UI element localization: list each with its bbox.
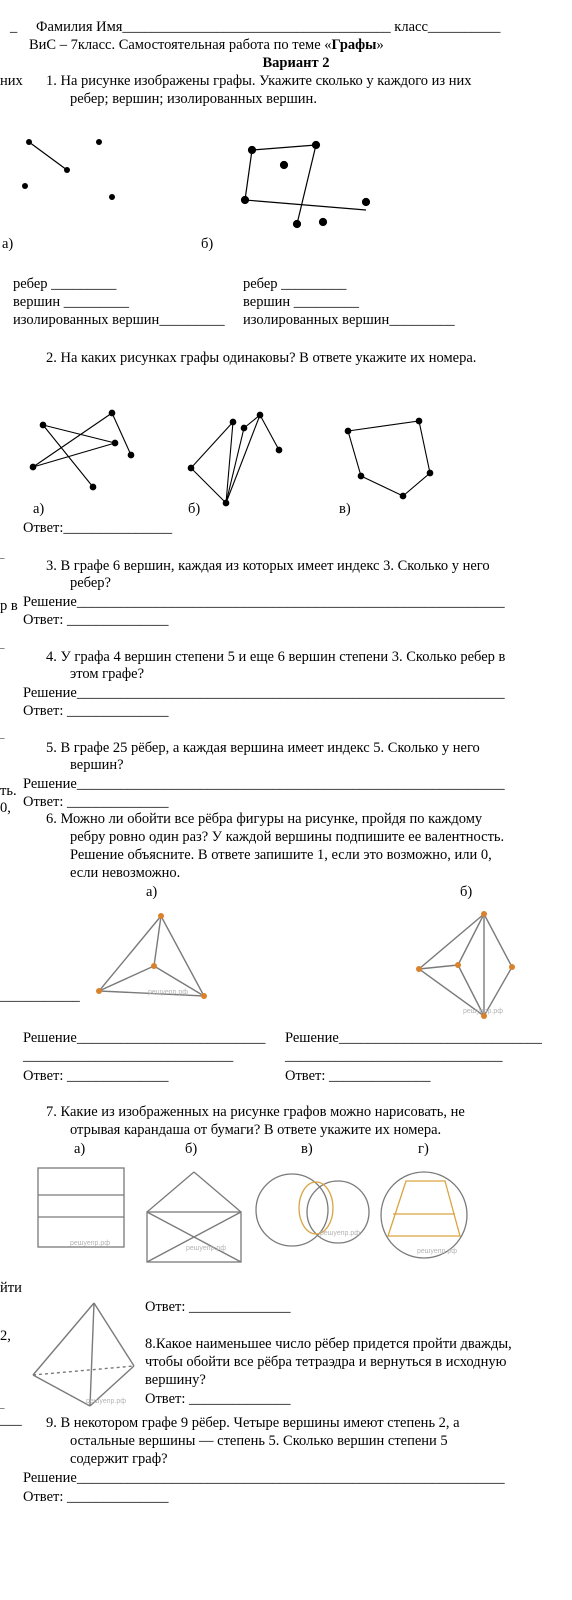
watermark: решуепр.рф	[148, 989, 188, 996]
q6-solution-a-line[interactable]: _____________________________	[23, 1048, 234, 1064]
subject-line	[29, 37, 384, 54]
vertex	[427, 470, 433, 476]
q1-text-cont: ребер; вершин; изолированных вершин.	[70, 91, 317, 107]
vertex	[96, 139, 102, 145]
q3-solution-field[interactable]: Решение___________________________________________________________	[23, 594, 505, 610]
vertex	[242, 197, 249, 204]
margin-fragment: 0,	[0, 800, 11, 816]
q1-graph-a	[22, 139, 115, 200]
q8-text-cont: вершину?	[145, 1372, 206, 1388]
q6-answer-b-field[interactable]: Ответ: ______________	[285, 1068, 431, 1084]
q2-graph-b	[188, 412, 282, 506]
q5-text-cont: вершин?	[70, 757, 124, 773]
margin-dash: _	[10, 19, 18, 35]
subject-prefix: ВиС – 7класс. Самостоятельная работа по теме «	[29, 37, 332, 53]
q2-answer-field[interactable]: Ответ:_______________	[23, 520, 173, 536]
q3-answer-field[interactable]: Ответ: ______________	[23, 612, 169, 628]
q2-graphs-figure	[0, 405, 572, 515]
margin-fragment: –	[0, 733, 5, 743]
q5-text: 5. В графе 25 рёбер, а каждая вершина имеет индекс 5. Сколько у него	[46, 740, 480, 756]
watermark: решуепр.рф	[186, 1245, 226, 1252]
q1-edges-b-field[interactable]: ребер _________	[243, 276, 347, 292]
vertex	[188, 465, 194, 471]
q4-text: 4. У графа 4 вершин степени 5 и еще 6 вершин степени 3. Сколько ребер в	[46, 649, 506, 665]
q2-label-b: б)	[188, 501, 201, 517]
q1-graphs-figure	[0, 130, 572, 250]
vertex	[358, 473, 364, 479]
q9-text: 9. В некотором графе 9 рёбер. Четыре вершины имеют степень 2, а	[46, 1415, 460, 1431]
vertex	[22, 183, 28, 189]
vertex	[257, 412, 263, 418]
margin-fragment: йти	[0, 1280, 22, 1296]
vertex	[345, 428, 351, 434]
q7-figures	[0, 1160, 572, 1270]
q8-text-cont: чтобы обойти все рёбра тетраэдра и вернуться в исходную	[145, 1354, 507, 1370]
q5-solution-field[interactable]: Решение___________________________________________________________	[23, 776, 505, 792]
vertex	[400, 493, 406, 499]
vertex	[416, 966, 422, 972]
q4-text-cont: этом графе?	[70, 666, 145, 682]
vertex	[294, 221, 301, 228]
q9-text-cont: содержит граф?	[70, 1451, 168, 1467]
q6-solution-b-field[interactable]: Решение____________________________	[285, 1030, 542, 1046]
vertex	[363, 199, 370, 206]
margin-fragment: –	[0, 643, 5, 653]
margin-fragment: ть.	[0, 783, 17, 799]
q6-answer-a-field[interactable]: Ответ: ______________	[23, 1068, 169, 1084]
q2-graph-a	[30, 410, 134, 490]
q1-text: 1. На рисунке изображены графы. Укажите сколько у каждого из них	[46, 73, 472, 89]
q8-text: 8.Какое наименьшее число рёбер придется пройти дважды,	[145, 1336, 512, 1352]
q6-solution-a-field[interactable]: Решение__________________________	[23, 1030, 266, 1046]
q1-vertices-b-field[interactable]: вершин _________	[243, 294, 360, 310]
q1-label-b: б)	[201, 236, 214, 252]
q3-text-cont: ребер?	[70, 575, 111, 591]
q6-graphs-figure	[0, 905, 572, 1025]
vertex	[223, 500, 229, 506]
vertex	[276, 447, 282, 453]
q7-text: 7. Какие из изображенных на рисунке графов можно нарисовать, не	[46, 1104, 465, 1120]
q2-graph-v	[345, 418, 433, 499]
q6-graph-b	[416, 911, 515, 1019]
variant-title: Вариант 2	[262, 55, 330, 71]
q7-label-g: г)	[418, 1141, 429, 1157]
margin-fragment: р в	[0, 598, 18, 614]
margin-fragment: 2,	[0, 1328, 11, 1344]
q9-text-cont: остальные вершины — степень 5. Сколько вершин степени 5	[70, 1433, 448, 1449]
vertex	[230, 419, 236, 425]
vertex	[26, 139, 32, 145]
vertex	[40, 422, 46, 428]
margin-fragment: ___	[0, 1412, 22, 1428]
q2-text: 2. На каких рисунках графы одинаковы? В ответе укажите их номера.	[46, 350, 477, 366]
vertex	[320, 219, 327, 226]
margin-fragment: ___________	[0, 988, 80, 1004]
vertex	[481, 911, 487, 917]
q8-answer-field[interactable]: Ответ: ______________	[145, 1391, 291, 1407]
q1-graph-b	[242, 142, 370, 228]
vertex	[201, 993, 207, 999]
vertex	[416, 418, 422, 424]
q6-text-cont: ребру ровно один раз? У каждой вершины подпишите ее валентность.	[70, 829, 505, 845]
q7-answer-field[interactable]: Ответ: ______________	[145, 1299, 291, 1315]
margin-fragment: –	[0, 1403, 5, 1413]
q7-label-b: б)	[185, 1141, 198, 1157]
q7-figure-g	[381, 1172, 467, 1258]
watermark: решуепр.рф	[417, 1248, 457, 1255]
subject-topic: Графы	[331, 37, 377, 53]
margin-fragment: –	[0, 553, 5, 563]
q1-vertices-a-field[interactable]: вершин _________	[13, 294, 130, 310]
vertex	[313, 142, 320, 149]
vertex	[455, 962, 461, 968]
q7-text-cont: отрывая карандаша от бумаги? В ответе укажите их номера.	[70, 1122, 442, 1138]
q6-text-cont: если невозможно.	[70, 865, 181, 881]
student-name-field[interactable]: Фамилия Имя_____________________________________ класс__________	[36, 19, 501, 35]
q8-tetrahedron-figure	[0, 1295, 150, 1415]
vertex	[90, 484, 96, 490]
q5-answer-field[interactable]: Ответ: ______________	[23, 794, 169, 810]
q1-label-a: а)	[2, 236, 14, 252]
q2-label-v: в)	[339, 501, 351, 517]
vertex	[30, 464, 36, 470]
q9-solution-field[interactable]: Решение___________________________________________________________	[23, 1470, 505, 1486]
q9-answer-field[interactable]: Ответ: ______________	[23, 1489, 169, 1505]
vertex	[249, 147, 256, 154]
q1-isolated-a-field[interactable]: изолированных вершин_________	[13, 312, 225, 328]
vertex	[96, 988, 102, 994]
q7-label-a: а)	[74, 1141, 86, 1157]
vertex	[509, 964, 515, 970]
watermark: решуепр.рф	[320, 1230, 360, 1237]
q4-answer-field[interactable]: Ответ: ______________	[23, 703, 169, 719]
q1-edges-a-field[interactable]: ребер _________	[13, 276, 117, 292]
q4-solution-field[interactable]: Решение___________________________________________________________	[23, 685, 505, 701]
q6-graph-a	[96, 913, 207, 999]
q6-label-a: а)	[146, 884, 158, 900]
q6-text-cont: Решение объясните. В ответе запишите 1, если это возможно, или 0,	[70, 847, 492, 863]
vertex	[109, 194, 115, 200]
q7-figure-a	[38, 1168, 124, 1247]
q3-text: 3. В графе 6 вершин, каждая из которых имеет индекс 3. Сколько у него	[46, 558, 490, 574]
vertex	[281, 162, 288, 169]
q6-label-b: б)	[460, 884, 473, 900]
watermark: решуепр.рф	[70, 1240, 110, 1247]
vertex	[128, 452, 134, 458]
vertex	[151, 963, 157, 969]
vertex	[64, 167, 70, 173]
q6-text: 6. Можно ли обойти все рёбра фигуры на рисунке, пройдя по каждому	[46, 811, 483, 827]
margin-fragment: них	[0, 73, 23, 89]
watermark: решуепр.рф	[463, 1008, 503, 1015]
q6-solution-b-line[interactable]: ______________________________	[285, 1048, 503, 1064]
vertex	[158, 913, 164, 919]
vertex	[112, 440, 118, 446]
watermark: решуепр.рф	[86, 1398, 126, 1405]
q1-isolated-b-field[interactable]: изолированных вершин_________	[243, 312, 455, 328]
q7-label-v: в)	[301, 1141, 313, 1157]
vertex	[241, 425, 247, 431]
vertex	[109, 410, 115, 416]
subject-suffix: »	[376, 37, 384, 53]
q2-label-a: а)	[33, 501, 45, 517]
